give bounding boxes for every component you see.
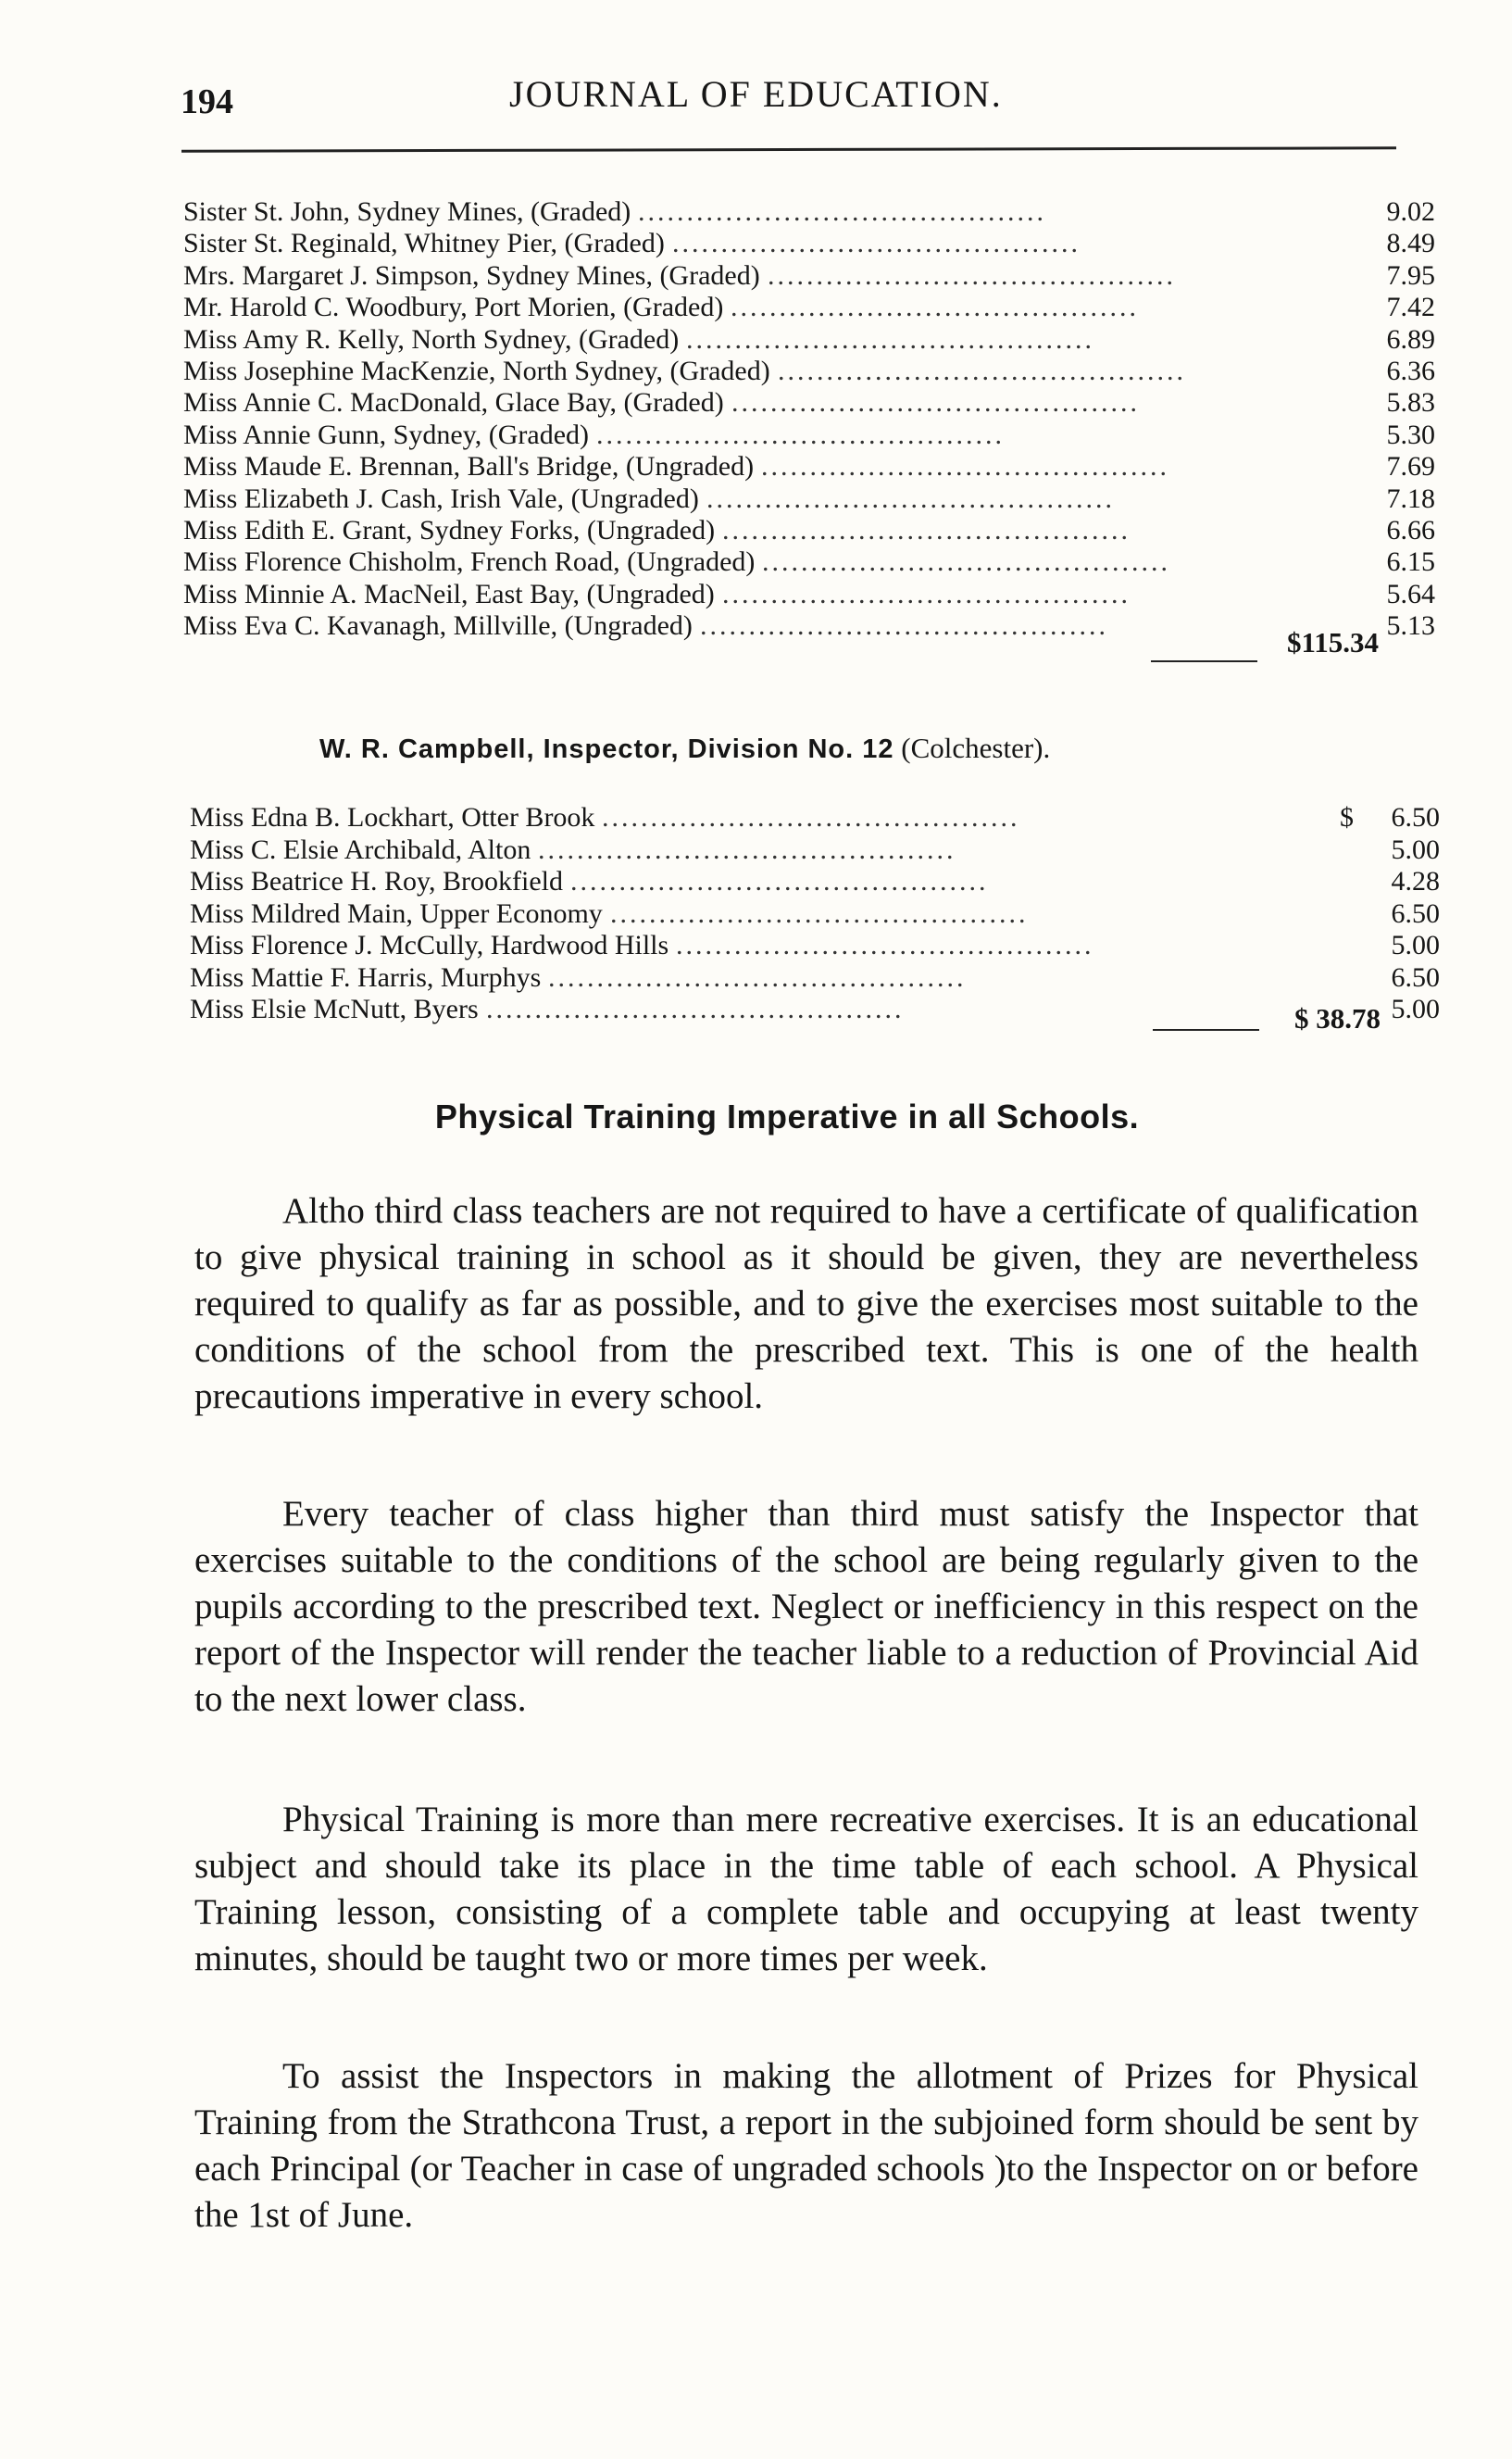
teacher-name: Miss Maude E. Brennan, Ball's Bridge, (Ungraded) [183,451,755,483]
list-item [183,259,1435,292]
prize-amount: 6.50 [1391,961,1440,993]
prize-amount: 9.02 [1386,196,1435,227]
leader-dots: .......................................... [778,355,1186,386]
prize-amount: 6.36 [1386,355,1435,386]
list-item [183,292,1435,323]
header-rule [181,146,1396,152]
leader-dots: ........................................... [570,866,989,897]
list-item [190,866,1440,898]
list-item [183,387,1435,419]
teacher-name: Miss Eva C. Kavanagh, Millville, (Ungraded) [183,610,693,642]
prize-list-a [183,196,1435,642]
list-item [183,228,1435,259]
article-paragraph: Every teacher of class higher than third must satisfy the Inspector that exercises suitable to the conditions of the school are being regularly given to the pupils according to the prescribed text. Neglect or inefficiency in this respect on the report of the Inspector will render the teacher liable to a reduction of Provincial Aid to the next lower class. [194,1494,1418,1719]
list-item [183,451,1435,483]
prize-amount: 5.00 [1391,834,1440,865]
dollar-sign: $ [1340,802,1354,833]
leader-dots: .......................................... [722,578,1131,609]
prize-amount: 5.64 [1386,578,1435,609]
teacher-name: Mrs. Margaret J. Simpson, Sydney Mines, (Graded) [183,259,760,291]
leader-dots: ........................................... [602,802,1020,833]
leader-dots: .......................................... [596,419,1005,450]
prize-amount: 7.18 [1386,483,1435,514]
list-item [190,961,1440,995]
leader-dots: ........................................... [486,994,905,1024]
leader-dots: .......................................... [761,451,1169,483]
teacher-name: Miss Elsie McNutt, Byers [190,994,479,1024]
prize-amount: 7.69 [1386,451,1435,483]
article-paragraph: Physical Training is more than mere recreative exercises. It is an educational subject and should take its place in the time table of each school. A Physical Training lesson, consisting of a complete table and occupying at least twenty minutes, should be taught two or more times per week. [194,1800,1418,1978]
leader-dots: ........................................... [676,930,1094,960]
leader-dots: .......................................... [722,514,1131,546]
prize-amount: 5.13 [1386,610,1435,642]
teacher-name: Miss Beatrice H. Roy, Brookfield [190,866,563,897]
list-item [183,546,1435,578]
leader-dots: .......................................... [768,259,1176,291]
leader-dots: .......................................... [731,387,1140,419]
subtotal-rule [1153,1029,1259,1031]
inspector-heading [319,732,1292,765]
teacher-name: Miss Josephine MacKenzie, North Sydney, (Graded) [183,355,770,386]
subtotal-rule [1151,660,1257,662]
article-paragraph: Altho third class teachers are not required to have a certificate of qualification to give physical training in school as it should be given, they are nevertheless required to qualify as far as possible, and to give the exercises most suitable to the conditions of the school from the prescribed text. This is one of the health precautions imperative in every school. [194,1191,1418,1416]
prize-amount: 6.15 [1386,546,1435,578]
prize-amount: 5.83 [1386,387,1435,419]
prize-amount: 5.00 [1391,994,1440,1024]
prize-amount: 7.95 [1386,259,1435,291]
prize-amount: 5.00 [1391,930,1440,960]
prize-amount: 8.49 [1386,228,1435,259]
leader-dots: .......................................... [638,196,1046,227]
page-header [181,72,1403,128]
total-amount: $115.34 [1287,626,1380,659]
prize-amount: 7.42 [1386,292,1435,323]
leader-dots: ........................................... [548,961,967,993]
total-amount: $ 38.78 [1294,1002,1381,1035]
leader-dots: .......................................... [762,546,1170,578]
teacher-name: Miss Florence Chisholm, French Road, (Ungraded) [183,546,756,578]
list-item [190,994,1440,1026]
prize-amount: 6.89 [1386,323,1435,355]
teacher-name: Miss Annie C. MacDonald, Glace Bay, (Graded) [183,387,724,419]
leader-dots: .......................................... [686,323,1094,355]
leader-dots: .......................................... [672,228,1081,259]
leader-dots: ........................................... [538,834,956,865]
teacher-name: Sister St. John, Sydney Mines, (Graded) [183,196,631,227]
prize-amount: 6.50 [1391,897,1440,929]
leader-dots: .......................................... [706,483,1115,514]
page-number: 194 [181,82,233,121]
list-item [183,514,1435,546]
list-item [183,323,1435,356]
prize-list-b [190,802,1440,1026]
list-item [190,802,1440,834]
teacher-name: Miss Edith E. Grant, Sydney Forks, (Ungraded) [183,514,716,546]
article-paragraph: To assist the Inspectors in making the allotment of Prizes for Physical Training from the Strathcona Trust, a report in the subjoined form should be sent by each Principal (or Teacher in case of ungraded schools )to the Inspector on or before the 1st of June. [194,2056,1418,2235]
article-title: Physical Training Imperative in all Schools. [434,1098,1140,1135]
list-item [183,483,1435,515]
inspector-district: (Colchester). [901,732,1051,764]
teacher-name: Miss Amy R. Kelly, North Sydney, (Graded) [183,323,680,355]
list-item [190,834,1440,867]
leader-dots: ........................................... [610,897,1029,929]
inspector-name: W. R. Campbell, Inspector, Division No. 12 [319,734,894,764]
teacher-name: Miss Annie Gunn, Sydney, (Graded) [183,419,590,450]
list-item [183,419,1435,451]
list-item [190,897,1440,931]
prize-amount: 4.28 [1391,866,1440,897]
teacher-name: Sister St. Reginald, Whitney Pier, (Graded) [183,228,665,259]
journal-title: JOURNAL OF EDUCATION. [509,73,1003,115]
teacher-name: Miss Edna B. Lockhart, Otter Brook [190,802,595,833]
list-item [183,196,1435,228]
prize-amount: 5.30 [1386,419,1435,450]
prize-amount: 6.50 [1391,802,1440,833]
teacher-name: Miss Mattie F. Harris, Murphys [190,961,542,993]
teacher-name: Miss Florence J. McCully, Hardwood Hills [190,930,669,960]
teacher-name: Miss C. Elsie Archibald, Alton [190,834,531,865]
teacher-name: Miss Minnie A. MacNeil, East Bay, (Ungraded) [183,578,715,609]
list-item [190,930,1440,962]
teacher-name: Miss Mildred Main, Upper Economy [190,897,603,929]
leader-dots: .......................................... [700,610,1108,642]
teacher-name: Miss Elizabeth J. Cash, Irish Vale, (Ungraded) [183,483,699,514]
leader-dots: .......................................... [731,292,1139,323]
list-item [183,578,1435,610]
prize-amount: 6.66 [1386,514,1435,546]
list-item [183,355,1435,387]
list-item [183,610,1435,642]
teacher-name: Mr. Harold C. Woodbury, Port Morien, (Graded) [183,292,724,323]
